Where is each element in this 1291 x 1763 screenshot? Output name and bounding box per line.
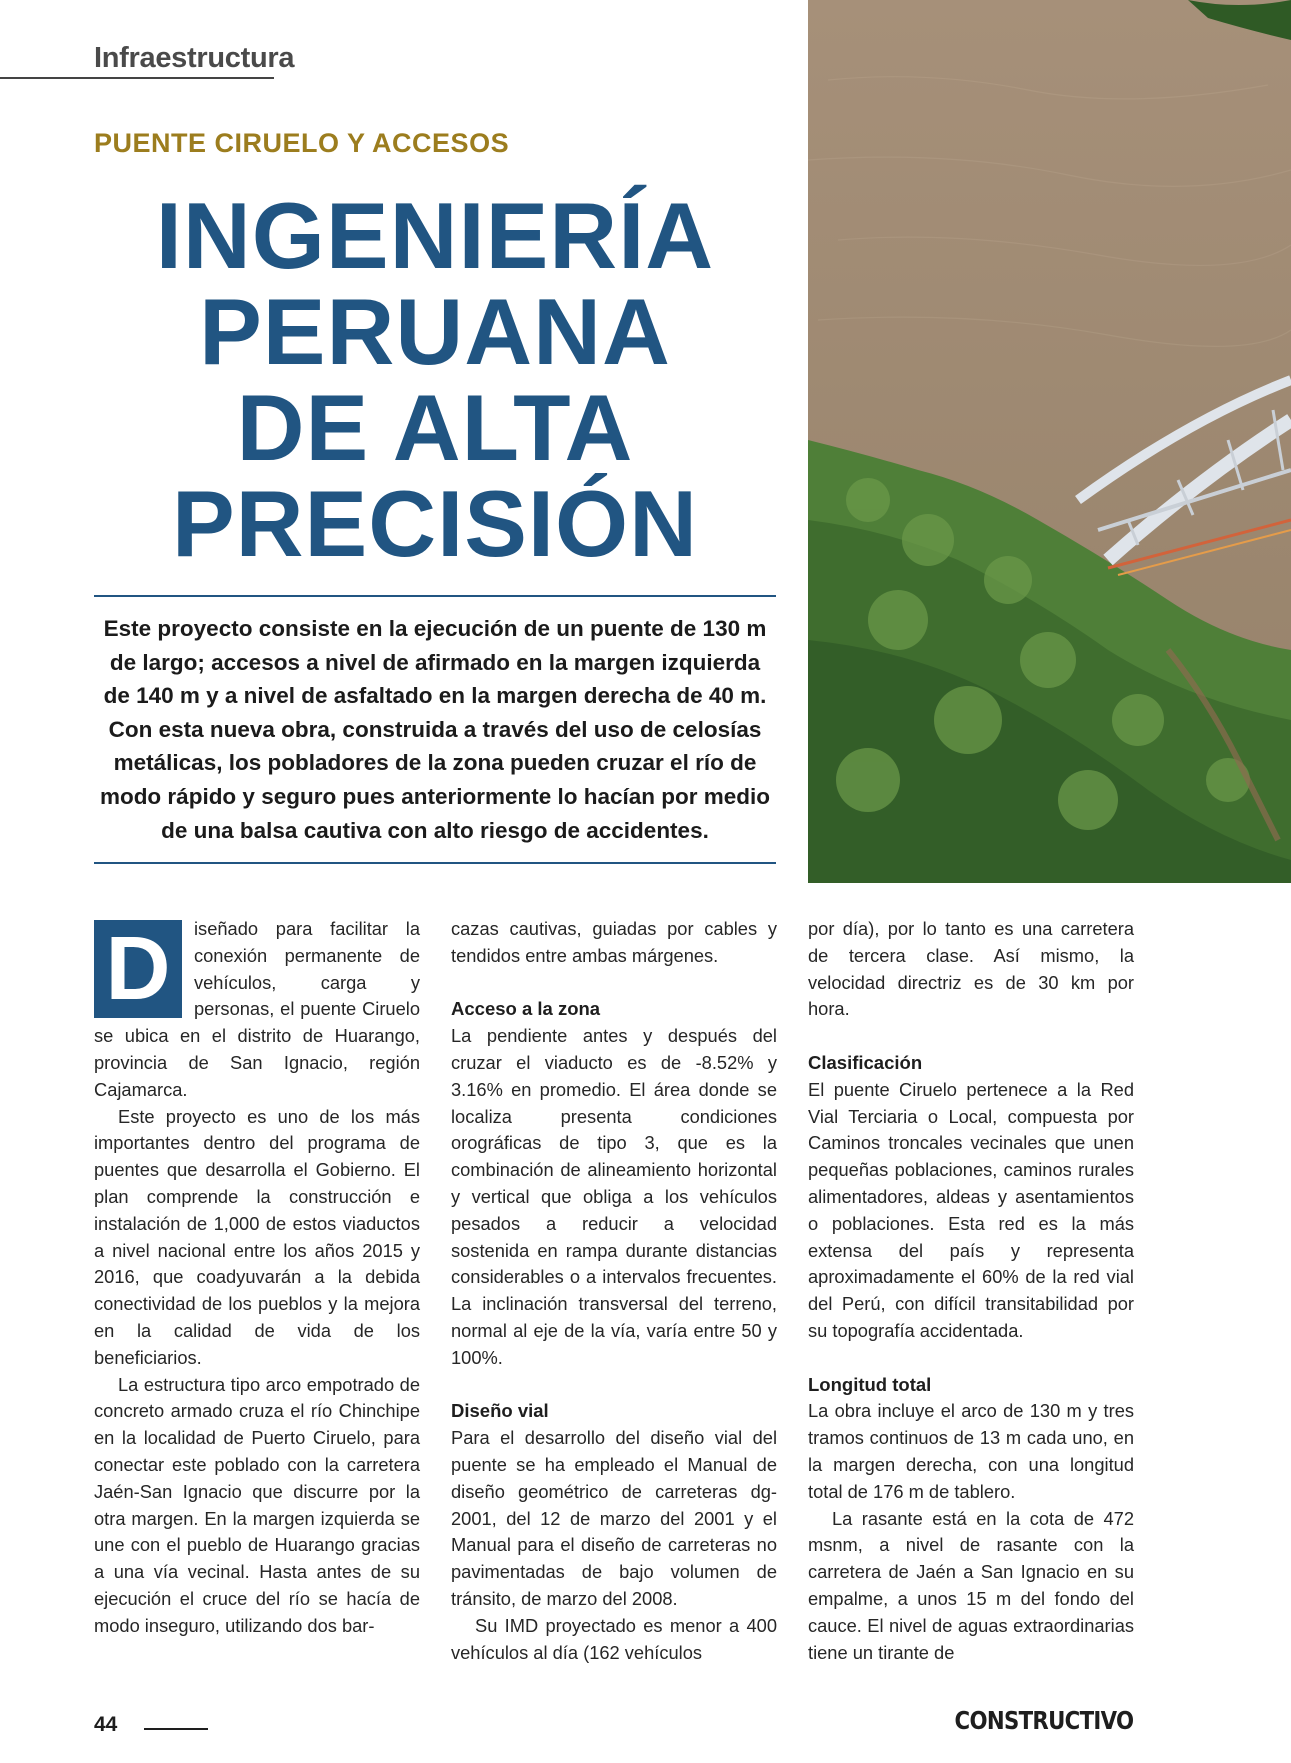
body-paragraph: por día), por lo tanto es una carretera de tercera clase. Así mismo, la velocidad directriz es de 30 km por hora.: [808, 918, 1134, 1020]
body-paragraph: La rasante está en la cota de 472 msnm, a nivel de rasante con la carretera de Jaén a San Ignacio en su empalme, a unos 15 m del fondo del cauce. El nivel de aguas extraordinarias tiene un tirante de: [808, 1507, 1134, 1663]
body-paragraph: iseñado para facilitar la conexión permanente de vehículos, carga y personas, el puente Ciruelo se ubica en el distrito de Huarango, provincia de San Ignacio, región Cajamarca.: [94, 918, 420, 1100]
page-number-rule: [144, 1728, 208, 1730]
headline-line: INGENIERÍA: [155, 183, 715, 288]
headline-line: PERUANA: [199, 279, 671, 384]
section-rule: [0, 77, 274, 79]
magazine-brand: CONSTRUCTIVO: [954, 1706, 1133, 1735]
body-paragraph: Este proyecto es uno de los más importantes dentro del programa de puentes que desarrolla el Gobierno. El plan comprende la construcción e instalación de 1,000 de estos viaductos a nivel nacional entre los años 2015 y 2016, que coadyuvarán a la debida conectividad de los pueblos y la mejora en la calidad de vida de los beneficiarios.: [94, 1105, 420, 1368]
body-paragraph: cazas cautivas, guiadas por cables y tendidos entre ambas márgenes.: [451, 918, 777, 966]
subheading: Longitud total: [808, 1373, 932, 1395]
headline-line: DE ALTA: [236, 375, 634, 480]
headline: [94, 183, 776, 576]
body-column-2: [451, 916, 777, 1666]
body-paragraph: Para el desarrollo del diseño vial del puente se ha empleado el Manual de diseño geométrico de carreteras dg-2001, del 12 de marzo del 2001 y el Manual para el diseño de carreteras no pavimentadas de bajo volumen de tránsito, de marzo del 2008.: [451, 1427, 777, 1609]
bridge-photo-illustration: [808, 0, 1291, 883]
body-paragraph: La obra incluye el arco de 130 m y tres tramos continuos de 13 m cada uno, en la margen derecha, con una longitud total de 176 m de tablero.: [808, 1400, 1134, 1502]
body-paragraph: Su IMD proyectado es menor a 400 vehículos al día (162 vehículos: [451, 1614, 777, 1663]
body-column-1: [94, 916, 420, 1640]
section-tag: Infraestructura: [94, 42, 295, 74]
lead-top-rule: [94, 595, 776, 597]
body-paragraph: La pendiente antes y después del cruzar el viaducto es de -8.52% y 3.16% en promedio. El área donde se localiza presenta condiciones orográficas de tipo 3, que es la combinación de alineamiento horizontal y vertical que obliga a los vehículos pesados a reducir a velocidad sostenida en rampa durante distancias considerables o a intervalos frecuentes. La inclinación transversal del terreno, normal al eje de la vía, varía entre 50 y 100%.: [451, 1025, 777, 1368]
lead-bottom-rule: [94, 862, 776, 864]
subheading: Clasificación: [808, 1051, 923, 1073]
headline-line: PRECISIÓN: [171, 471, 699, 576]
subheading: Diseño vial: [451, 1400, 549, 1422]
subheading: Acceso a la zona: [451, 998, 601, 1020]
page-number: 44: [94, 1713, 118, 1736]
drop-cap: D: [94, 920, 182, 1018]
body-paragraph: El puente Ciruelo pertenece a la Red Vial Terciaria o Local, compuesta por Caminos troncales vecinales que unen pequeñas poblaciones, caminos rurales alimentadores, aldeas y asentamientos o poblaciones. Esta red es la más extensa del país y representa aproximadamente el 60% de la red vial del Perú, con difícil transitabilidad por su topografía accidentada.: [808, 1078, 1134, 1341]
kicker: PUENTE CIRUELO Y ACCESOS: [94, 128, 510, 158]
body-paragraph: La estructura tipo arco empotrado de concreto armado cruza el río Chinchipe en la localidad de Puerto Ciruelo, para conectar este poblado con la carretera Jaén-San Ignacio que discurre por la otra margen. En la margen izquierda se une con el pueblo de Huarango gracias a una vía vecinal. Hasta antes de su ejecución el cruce del río se hacía de modo inseguro, utilizando dos bar-: [94, 1373, 420, 1636]
body-column-3: [808, 916, 1134, 1666]
bridge-photo: [808, 0, 1291, 883]
lead-paragraph: Este proyecto consiste en la ejecución de un puente de 130 m de largo; accesos a nivel de afirmado en la margen izquierda de 140 m y a nivel de asfaltado en la margen derecha de 40 m. Con esta nueva obra, construida a través del uso de celosías metálicas, los pobladores de la zona pueden cruzar el río de modo rápido y seguro pues anteriormente lo hacían por medio de una balsa cautiva con alto riesgo de accidentes.: [99, 616, 771, 843]
